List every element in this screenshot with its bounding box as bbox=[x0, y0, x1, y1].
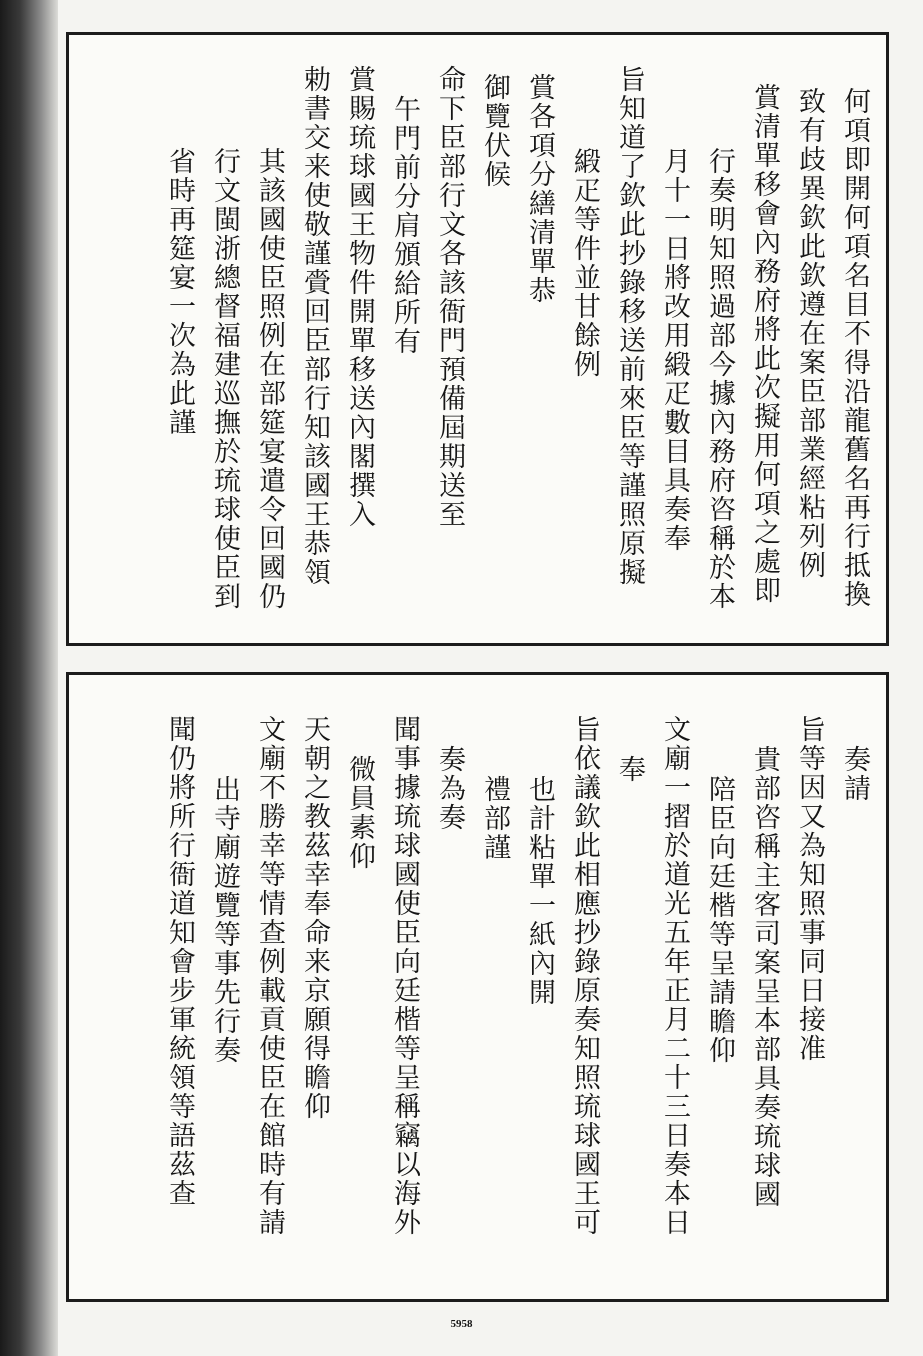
text-column: 賞賜琉球國王物件開單移送內閣撰入 bbox=[344, 65, 375, 529]
text-columns-top bbox=[69, 35, 886, 643]
text-column: 禮部謹 bbox=[479, 775, 510, 862]
text-column: 省時再筵宴一次為此謹 bbox=[164, 147, 195, 437]
text-column: 文廟不勝幸等情查例載貢使臣在館時有請 bbox=[254, 715, 285, 1237]
text-column: 賞各項分繕清單恭 bbox=[524, 73, 555, 305]
text-column: 奏為奏 bbox=[434, 745, 465, 832]
text-column: 月十一日將改用緞疋數目具奏奉 bbox=[659, 147, 690, 553]
text-column: 緞疋等件並甘餘例 bbox=[569, 147, 600, 379]
text-column: 微員素仰 bbox=[344, 755, 375, 871]
text-column: 旨等因又為知照事同日接准 bbox=[794, 715, 825, 1063]
text-column: 何項即開何項名目不得沿龍舊名再行抵換 bbox=[839, 87, 870, 609]
text-column: 奏請 bbox=[839, 745, 870, 803]
text-column: 其該國使臣照例在部筵宴遣令回國仍 bbox=[254, 147, 285, 611]
document-panel-bottom bbox=[66, 672, 889, 1302]
text-column: 行奏明知照過部今據內務府咨稱於本 bbox=[704, 147, 735, 611]
text-column: 聞事據琉球國使臣向廷楷等呈稱竊以海外 bbox=[389, 715, 420, 1237]
text-column: 行文閩浙總督福建巡撫於琉球使臣到 bbox=[209, 147, 240, 611]
text-column: 也計粘單一紙內開 bbox=[524, 775, 555, 1007]
text-column: 陪臣向廷楷等呈請瞻仰 bbox=[704, 775, 735, 1065]
text-column: 旨依議欽此相應抄錄原奏知照琉球國王可 bbox=[569, 715, 600, 1237]
text-column: 賞清單移會內務府將此次擬用何項之處即 bbox=[749, 83, 780, 605]
document-panel-top bbox=[66, 32, 889, 646]
page-number: 5958 bbox=[450, 1318, 473, 1330]
text-column: 旨知道了欽此抄錄移送前來臣等謹照原擬 bbox=[614, 65, 645, 587]
text-column: 文廟一摺於道光五年正月二十三日奏本日 bbox=[659, 715, 690, 1237]
text-column: 聞仍將所行衙道知會步軍統領等語茲查 bbox=[164, 715, 195, 1208]
book-gutter bbox=[0, 0, 58, 1356]
text-column: 天朝之教茲幸奉命来京願得瞻仰 bbox=[299, 715, 330, 1121]
text-column: 命下臣部行文各該衙門預備屆期送至 bbox=[434, 65, 465, 529]
text-column: 御覽伏候 bbox=[479, 73, 510, 189]
text-column: 貴部咨稱主客司案呈本部具奏琉球國 bbox=[749, 745, 780, 1209]
text-columns-bottom bbox=[69, 675, 886, 1299]
text-column: 出寺廟遊覽等事先行奏 bbox=[209, 775, 240, 1065]
text-column: 午門前分肩頒給所有 bbox=[389, 95, 420, 356]
text-column: 勅書交来使敬謹賫回臣部行知該國王恭領 bbox=[299, 65, 330, 587]
text-column: 致有歧異欽此欽遵在案臣部業經粘列例 bbox=[794, 87, 825, 580]
text-column: 奉 bbox=[614, 755, 645, 784]
